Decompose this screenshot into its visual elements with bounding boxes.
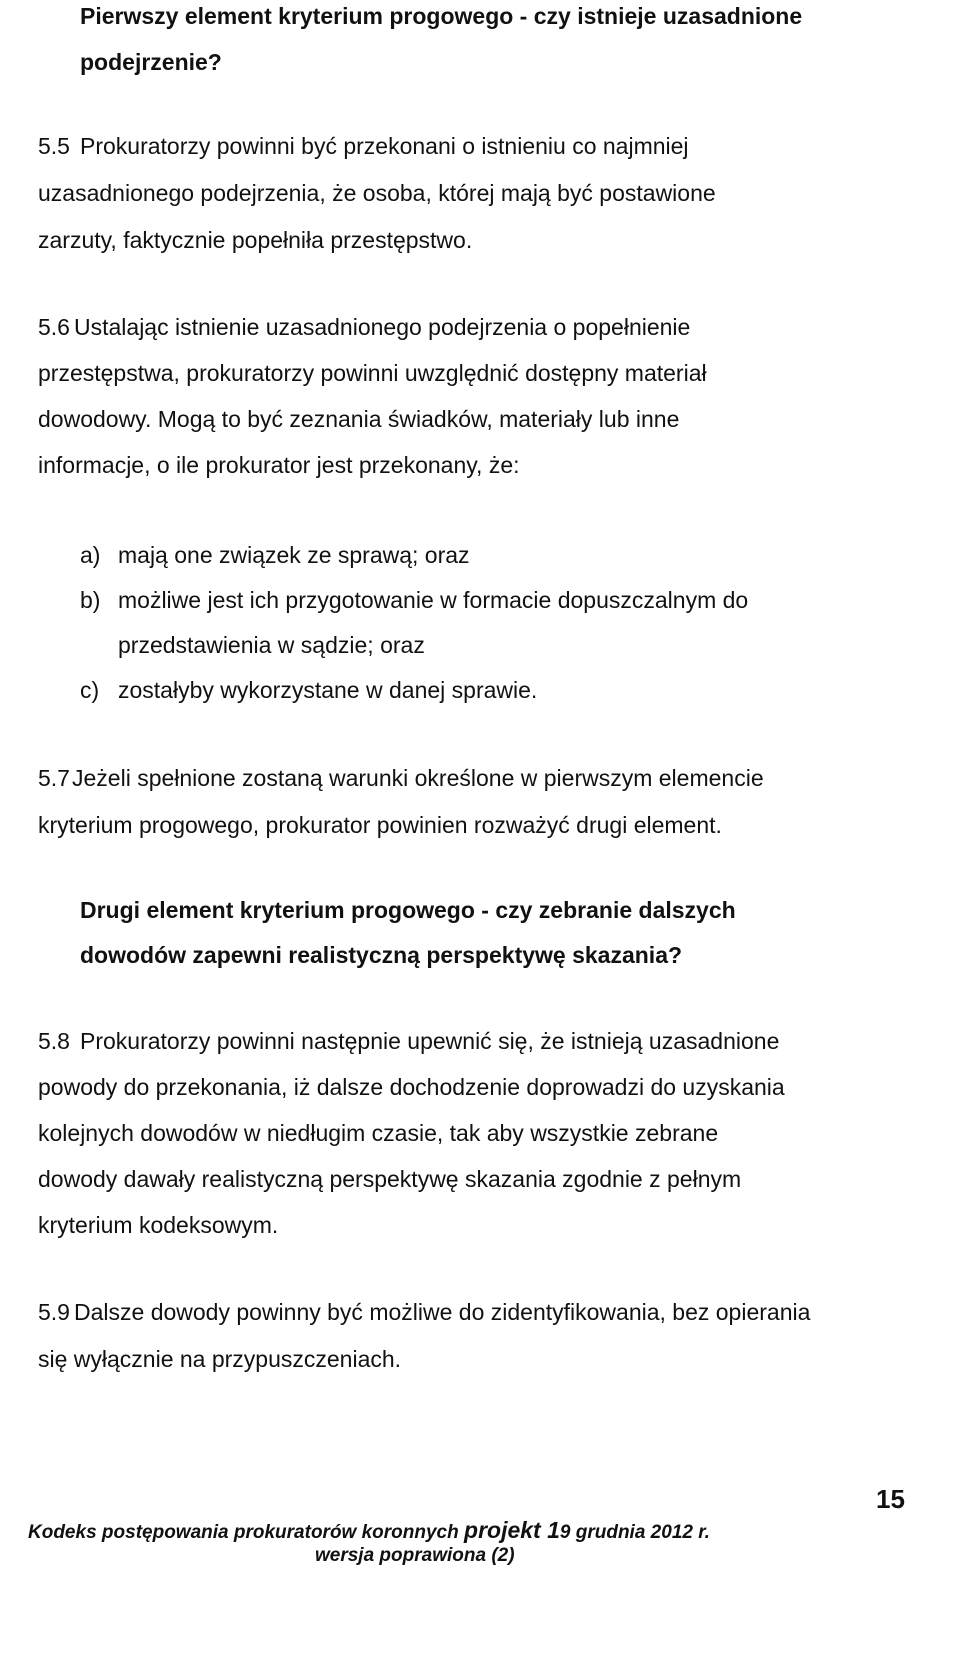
list-item-label: c) (80, 677, 100, 703)
paragraph-text: kryterium progowego, prokurator powinien rozważyć drugi element. (38, 812, 722, 838)
list-item-text: przedstawienia w sądzie; oraz (118, 632, 425, 658)
paragraph-text: dowody dawały realistyczną perspektywę skazania zgodnie z pełnym (38, 1166, 742, 1192)
section-heading-2-line-1: Drugi element kryterium progowego - czy zebranie dalszych (80, 897, 736, 923)
list-item-text: mają one związek ze sprawą; oraz (118, 542, 470, 568)
paragraph-text: uzasadnionego podejrzenia, że osoba, której mają być postawione (38, 180, 716, 206)
paragraph-number: 5.8 (38, 1028, 70, 1054)
paragraph-text: kryterium kodeksowym. (38, 1212, 279, 1238)
list-item-label: a) (80, 542, 101, 568)
paragraph-text: Prokuratorzy powinni być przekonani o istnieniu co najmniej (80, 133, 689, 159)
paragraph-number: 5.7 (38, 765, 70, 791)
paragraph-text: powody do przekonania, iż dalsze dochodzenie doprowadzi do uzyskania (38, 1074, 785, 1100)
list-item-label: b) (80, 587, 101, 613)
list-item-text: zostałyby wykorzystane w danej sprawie. (118, 677, 538, 703)
list-item-text: możliwe jest ich przygotowanie w formacie dopuszczalnym do (118, 587, 749, 613)
footer-title-part-1: Kodeks postępowania prokuratorów koronnych (28, 1522, 465, 1543)
paragraph-text: kolejnych dowodów w niedługim czasie, tak aby wszystkie zebrane (38, 1120, 719, 1146)
footer-title-part-2: projekt 1 (464, 1517, 560, 1543)
paragraph-text: przestępstwa, prokuratorzy powinni uwzględnić dostępny materiał (38, 360, 707, 386)
paragraph-text: Dalsze dowody powinny być możliwe do zidentyfikowania, bez opierania (74, 1299, 811, 1325)
paragraph-text: Jeżeli spełnione zostaną warunki określone w pierwszym elemencie (72, 765, 764, 791)
section-heading-1-line-1: Pierwszy element kryterium progowego - czy istnieje uzasadnione (80, 3, 803, 29)
paragraph-text: Prokuratorzy powinni następnie upewnić się, że istnieją uzasadnione (80, 1028, 780, 1054)
paragraph-text: Ustalając istnienie uzasadnionego podejrzenia o popełnienie (74, 314, 691, 340)
footer-title-part-3: 9 grudnia 2012 r. (559, 1522, 710, 1543)
paragraph-number: 5.9 (38, 1299, 70, 1325)
page-number: 15 (876, 1484, 905, 1514)
paragraph-text: informacje, o ile prokurator jest przekonany, że: (38, 452, 520, 478)
section-heading-1-line-2: podejrzenie? (80, 49, 222, 75)
paragraph-text: dowodowy. Mogą to być zeznania świadków, materiały lub inne (38, 406, 680, 432)
paragraph-number: 5.6 (38, 314, 70, 340)
paragraph-number: 5.5 (38, 133, 70, 159)
footer-title (28, 1517, 710, 1546)
paragraph-text: się wyłącznie na przypuszczeniach. (38, 1346, 402, 1372)
paragraph-text: zarzuty, faktycznie popełniła przestępstwo. (38, 227, 473, 253)
footer-version: wersja poprawiona (2) (315, 1545, 515, 1566)
section-heading-2-line-2: dowodów zapewni realistyczną perspektywę skazania? (80, 942, 683, 968)
